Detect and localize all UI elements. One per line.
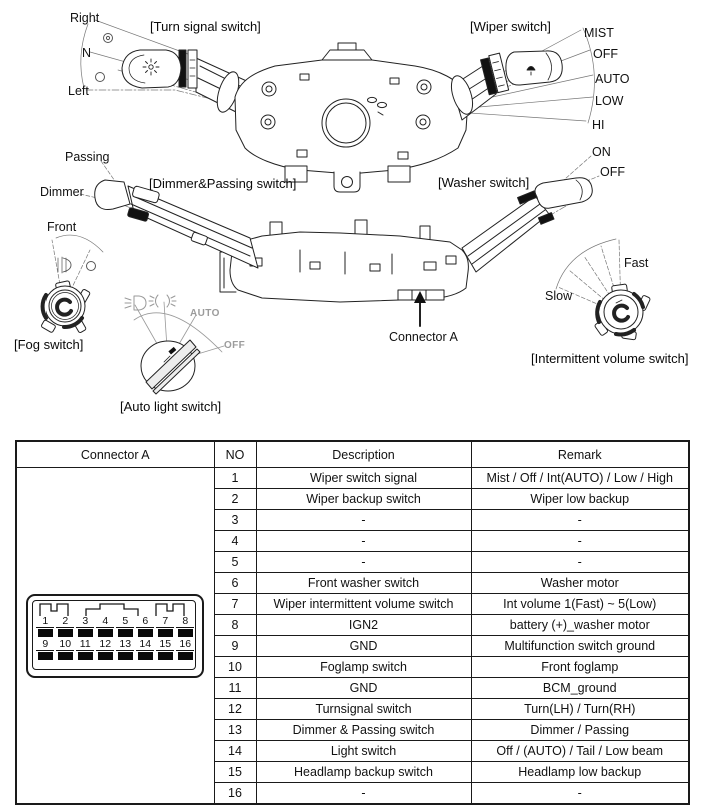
table-header-row	[16, 441, 689, 468]
washer-on-label: ON	[592, 145, 611, 159]
turn-position-right-label: Right	[70, 11, 100, 25]
wiper-hi-label: HI	[592, 118, 605, 132]
pin-contact	[38, 652, 53, 660]
connector-pin	[56, 616, 74, 637]
lower-switch-body	[220, 220, 468, 302]
upper-switch-body	[235, 43, 468, 192]
autolight-switch-knob	[141, 340, 200, 394]
pin-number: 9	[214, 636, 256, 657]
header-remark: Remark	[471, 441, 689, 468]
pin-description: IGN2	[256, 615, 471, 636]
pin-remark: Headlamp low backup	[471, 762, 689, 783]
fog-front-label: Front	[47, 220, 77, 234]
pin-description: Headlamp backup switch	[256, 762, 471, 783]
turn-position-dot	[96, 73, 105, 82]
pin-remark: Mist / Off / Int(AUTO) / Low / High	[471, 468, 689, 489]
pin-number-label: 2	[56, 616, 74, 628]
connector-pin	[76, 639, 94, 660]
pin-contact	[178, 652, 193, 660]
dimmer-label: Dimmer	[40, 185, 84, 199]
pin-description: -	[256, 531, 471, 552]
pin-contact	[98, 652, 113, 660]
connector-pin	[116, 616, 134, 637]
headlamp-icon	[125, 296, 146, 310]
washer-lever	[462, 178, 592, 272]
passing-label: Passing	[65, 150, 110, 164]
connector-pin	[136, 639, 154, 660]
pin-remark: Front foglamp	[471, 657, 689, 678]
autolight-auto-label: AUTO	[190, 308, 220, 319]
pin-remark: Dimmer / Passing	[471, 720, 689, 741]
pin-contact	[98, 629, 113, 637]
connector-pin	[96, 616, 114, 637]
washer-switch-title: [Washer switch]	[438, 175, 530, 190]
pin-remark: BCM_ground	[471, 678, 689, 699]
wiper-off-label: OFF	[593, 47, 618, 61]
pin-description: Foglamp switch	[256, 657, 471, 678]
pin-remark: -	[471, 531, 689, 552]
connector-pin	[96, 639, 114, 660]
pin-number-label: 9	[36, 639, 54, 651]
connector-pinout-table	[15, 440, 690, 805]
pin-remark: Wiper low backup	[471, 489, 689, 510]
volume-slow-label: Slow	[545, 289, 573, 303]
turn-position-left-label: Left	[68, 84, 89, 98]
pin-number: 1	[214, 468, 256, 489]
wiper-low-label: LOW	[595, 94, 624, 108]
header-no: NO	[214, 441, 256, 468]
pin-number-label: 11	[76, 639, 94, 651]
pin-remark: Turn(LH) / Turn(RH)	[471, 699, 689, 720]
front-fog-icon	[58, 257, 71, 273]
connector-pin	[156, 639, 174, 660]
pin-number-label: 3	[76, 616, 94, 628]
pin-contact	[138, 629, 153, 637]
table-row	[16, 468, 689, 489]
pin-number: 7	[214, 594, 256, 615]
fog-switch-title: [Fog switch]	[14, 337, 84, 352]
pin-contact	[118, 629, 133, 637]
connector-pin	[56, 639, 74, 660]
pin-number-label: 6	[136, 616, 154, 628]
pin-description: -	[256, 510, 471, 531]
pin-description: Front washer switch	[256, 573, 471, 594]
pin-number-label: 16	[176, 639, 194, 651]
pin-number-label: 10	[56, 639, 74, 651]
volume-switch-title: [Intermittent volume switch]	[531, 351, 689, 366]
pin-description: Wiper switch signal	[256, 468, 471, 489]
position-lamp-icon	[149, 295, 176, 307]
pin-number-label: 13	[116, 639, 134, 651]
connector-pins	[36, 616, 194, 660]
pin-number: 16	[214, 783, 256, 805]
pin-number: 2	[214, 489, 256, 510]
pin-remark: -	[471, 510, 689, 531]
pin-number: 8	[214, 615, 256, 636]
fog-position-dot	[87, 262, 96, 271]
pin-description: GND	[256, 636, 471, 657]
connector-a-cell	[16, 468, 214, 805]
turn-lamp-icon	[143, 59, 159, 75]
pin-description: Wiper intermittent volume switch	[256, 594, 471, 615]
pin-number: 3	[214, 510, 256, 531]
pin-number: 13	[214, 720, 256, 741]
pin-number: 14	[214, 741, 256, 762]
connector-pin	[76, 616, 94, 637]
connector-pin	[136, 616, 154, 637]
pin-number: 11	[214, 678, 256, 699]
pin-contact	[158, 652, 173, 660]
connector-pin	[176, 639, 194, 660]
pin-description: -	[256, 783, 471, 805]
turn-position-dot	[104, 34, 113, 43]
pin-number-label: 15	[156, 639, 174, 651]
dimmer-passing-lever	[95, 180, 258, 268]
volume-switch-knob	[594, 284, 650, 340]
pin-description: Light switch	[256, 741, 471, 762]
pin-number-label: 12	[96, 639, 114, 651]
pin-remark: Multifunction switch ground	[471, 636, 689, 657]
connector-pin	[36, 616, 54, 637]
autolight-switch-title: [Auto light switch]	[120, 399, 222, 414]
pin-remark: battery (+)_washer motor	[471, 615, 689, 636]
pin-row-top	[36, 616, 194, 637]
connector-pin	[116, 639, 134, 660]
pin-remark: Int volume 1(Fast) ~ 5(Low)	[471, 594, 689, 615]
connector-a-pin-diagram	[26, 594, 204, 678]
pin-number-label: 14	[136, 639, 154, 651]
pin-contact	[78, 629, 93, 637]
pin-number-label: 1	[36, 616, 54, 628]
pin-description: Wiper backup switch	[256, 489, 471, 510]
pin-remark: -	[471, 552, 689, 573]
pin-contact	[178, 629, 193, 637]
pin-number: 5	[214, 552, 256, 573]
pin-contact	[118, 652, 133, 660]
pin-number: 4	[214, 531, 256, 552]
table-body	[16, 468, 689, 805]
wiper-switch-title: [Wiper switch]	[470, 19, 551, 34]
pin-description: -	[256, 552, 471, 573]
washer-off-label: OFF	[600, 165, 625, 179]
pin-remark: -	[471, 783, 689, 805]
pin-number: 12	[214, 699, 256, 720]
connector-pin	[176, 616, 194, 637]
connector-a-label: Connector A	[389, 330, 458, 344]
pin-number: 15	[214, 762, 256, 783]
pin-contact	[58, 652, 73, 660]
pin-contact	[38, 629, 53, 637]
connector-pin	[156, 616, 174, 637]
pin-number: 10	[214, 657, 256, 678]
dimmer-passing-switch-title: [Dimmer&Passing switch]	[149, 176, 297, 191]
pin-number-label: 7	[156, 616, 174, 628]
connector-pin	[36, 639, 54, 660]
pin-description: GND	[256, 678, 471, 699]
pin-contact	[158, 629, 173, 637]
pin-number-label: 5	[116, 616, 134, 628]
pin-contact	[78, 652, 93, 660]
autolight-off-label: OFF	[224, 340, 246, 351]
pin-number: 6	[214, 573, 256, 594]
pin-contact	[138, 652, 153, 660]
pin-contact	[58, 629, 73, 637]
pin-row-bottom	[36, 639, 194, 660]
pin-description: Dimmer & Passing switch	[256, 720, 471, 741]
pin-number-label: 8	[176, 616, 194, 628]
wiper-auto-label: AUTO	[595, 72, 630, 86]
fog-switch-knob	[41, 281, 91, 334]
header-connector-a: Connector A	[16, 441, 214, 468]
volume-fast-label: Fast	[624, 256, 649, 270]
turn-signal-switch-title: [Turn signal switch]	[150, 19, 261, 34]
pin-number-label: 4	[96, 616, 114, 628]
header-description: Description	[256, 441, 471, 468]
pin-description: Turnsignal switch	[256, 699, 471, 720]
turn-position-n-label: N	[82, 46, 92, 60]
pin-remark: Off / (AUTO) / Tail / Low beam	[471, 741, 689, 762]
wiper-mist-label: MIST	[584, 26, 614, 40]
pin-remark: Washer motor	[471, 573, 689, 594]
connector-key-notches	[34, 601, 194, 617]
